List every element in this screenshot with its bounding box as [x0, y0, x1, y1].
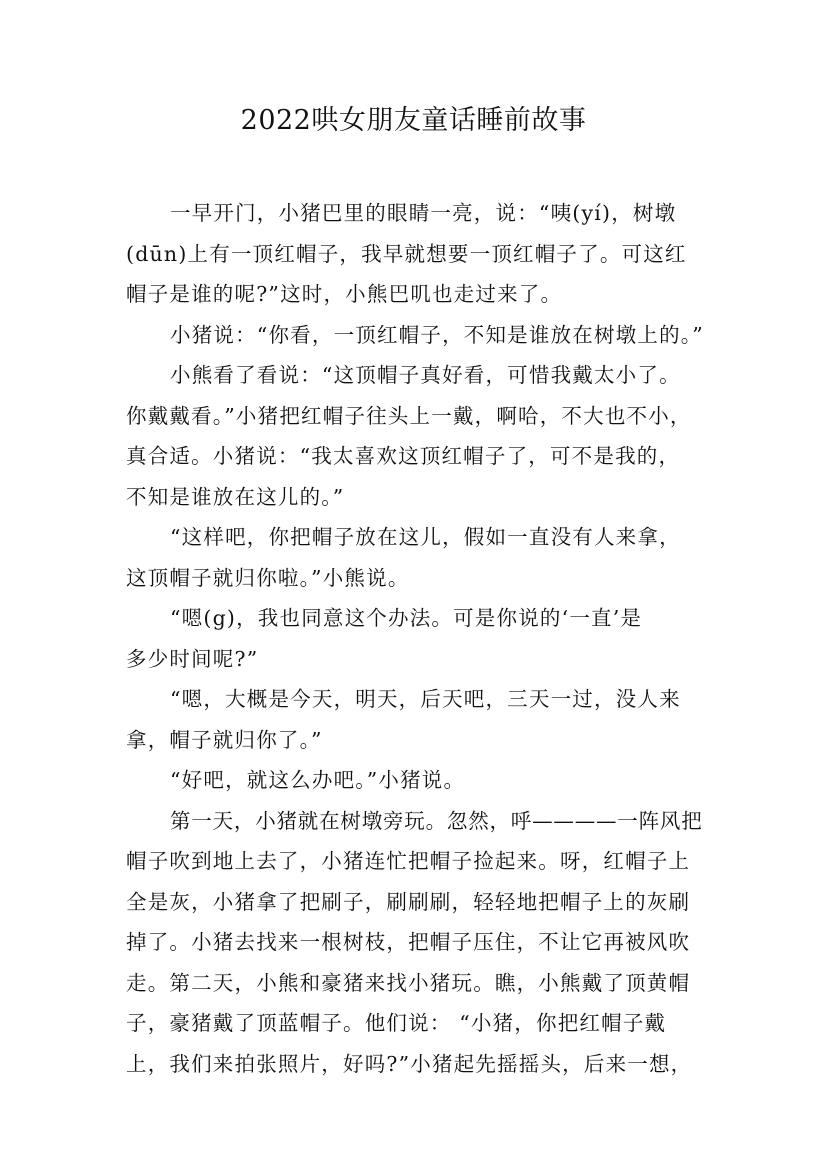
text-line: 小熊看了看说：“这顶帽子真好看，可惜我戴太小了。: [170, 363, 681, 387]
text-line: “好吧，就这么办吧。”小猪说。: [170, 768, 466, 792]
text-line: 上，我们来拍张照片，好吗?”小猪起先摇摇头，后来一想，: [126, 1051, 693, 1076]
text-line: 掉了。小猪去找来一根树枝，把帽子压住，不让它再被风吹: [126, 930, 691, 954]
text-line: 这顶帽子就归你啦。”小熊说。: [126, 565, 410, 590]
text-line: 全是灰，小猪拿了把刷子，刷刷刷，轻轻地把帽子上的灰刷: [126, 889, 691, 914]
text-line: 一早开门，小猪巴里的眼睛一亮，说：“咦(yí)，树墩: [170, 201, 677, 225]
text-line: 真合适。小猪说：“我太喜欢这顶红帽子了，可不是我的，: [126, 444, 681, 468]
document-title: 2022哄女朋友童话睡前故事: [240, 105, 587, 136]
text-line: “嗯(g)，我也同意这个办法。可是你说的‘一直’是: [170, 606, 643, 630]
text-line: “这样吧，你把帽子放在这儿，假如一直没有人来拿，: [170, 525, 681, 549]
text-line: 第一天，小猪就在树墩旁玩。忽然，呼————一阵风把: [170, 808, 703, 833]
text-line: 拿，帽子就归你了。”: [126, 727, 323, 752]
story-body: [126, 193, 710, 1084]
text-line: (dūn)上有一顶红帽子，我早就想要一顶红帽子了。可这红: [126, 241, 687, 266]
text-line: 不知是谁放在这儿的。”: [126, 484, 345, 509]
text-line: 多少时间呢?”: [126, 646, 259, 671]
text-line: 子，豪猪戴了顶蓝帽子。他们说： “小猪，你把红帽子戴: [126, 1011, 667, 1035]
text-line: 帽子是谁的呢?”这时，小熊巴叽也走过来了。: [126, 282, 563, 306]
text-line: “嗯，大概是今天，明天，后天吧，三天一过，没人来: [170, 687, 681, 711]
text-line: 你戴戴看。”小猪把红帽子往头上一戴，啊哈，不大也不小，: [126, 403, 692, 428]
text-line: 帽子吹到地上去了，小猪连忙把帽子捡起来。呀，红帽子上: [126, 849, 691, 873]
text-line: 小猪说：“你看，一顶红帽子，不知是谁放在树墩上的。”: [170, 322, 704, 347]
text-line: 走。第二天，小熊和豪猪来找小猪玩。瞧，小熊戴了顶黄帽: [126, 970, 691, 995]
